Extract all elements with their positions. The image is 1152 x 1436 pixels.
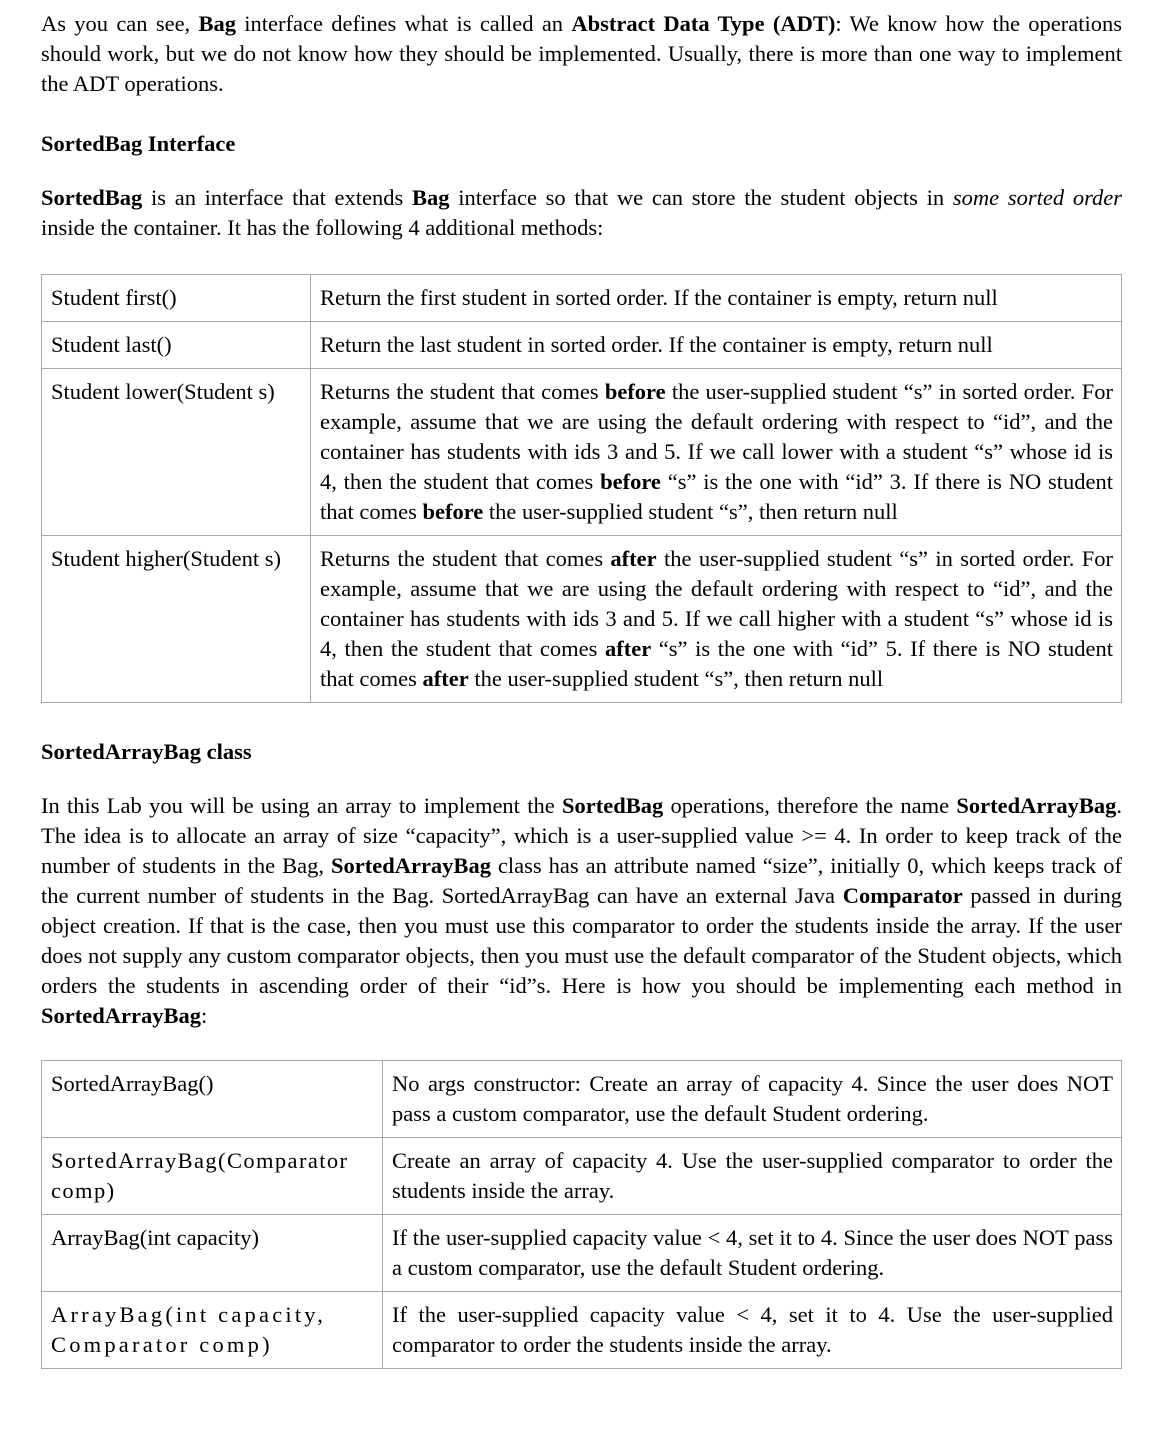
para-text: operations, therefore the name	[663, 793, 957, 818]
intro-text: As you can see,	[41, 11, 199, 36]
table-row	[42, 322, 1122, 369]
para-text: inside the container. It has the following 4 additional methods:	[41, 215, 604, 240]
desc-text: the user-supplied student “s” in sorted order. For example, assume that we are using the default ordering with respect to “id”, and the container has students with ids 3 and 5. If we call higher with a student “s” whose id is 4, then the student that comes	[320, 546, 1113, 661]
para-bold: SortedArrayBag	[41, 1003, 201, 1028]
constructor-signature: ArrayBag(int capacity, Comparator comp)	[42, 1292, 383, 1369]
para-text: . The idea is to allocate an array of size “capacity”, which is a user-supplied value >= 4. In order to keep track of the number of students in the Bag,	[41, 793, 1122, 878]
intro-bold: Bag	[198, 11, 236, 36]
table-row	[42, 536, 1122, 703]
desc-bold: before	[604, 379, 666, 404]
desc-text: Returns the student that comes	[320, 546, 611, 571]
constructor-description: No args constructor: Create an array of capacity 4. Since the user does NOT pass a custom comparator, use the default Student ordering.	[383, 1061, 1122, 1138]
para-text: class has an attribute named “size”, initially 0, which keeps track of the current number of students in the Bag. SortedArrayBag can have an external Java	[41, 853, 1122, 908]
constructor-signature: SortedArrayBag(Comparator comp)	[42, 1138, 383, 1215]
desc-bold: after	[604, 636, 652, 661]
method-signature: Student higher(Student s)	[42, 536, 311, 703]
desc-text: Returns the student that comes	[320, 379, 605, 404]
desc-text: “s” is the one with “id” 5. If there is NO student that comes	[320, 636, 1113, 691]
desc-bold: before	[600, 469, 661, 494]
table-row	[42, 1292, 1122, 1369]
para-text: In this Lab you will be using an array to implement the	[41, 793, 562, 818]
method-description	[311, 536, 1122, 703]
method-description	[311, 369, 1122, 536]
table-row	[42, 1215, 1122, 1292]
constructor-description: If the user-supplied capacity value < 4, set it to 4. Since the user does NOT pass a custom comparator, use the default Student ordering.	[383, 1215, 1122, 1292]
para-bold: Comparator	[842, 883, 963, 908]
sorted-bag-paragraph	[41, 183, 1122, 243]
para-text: :	[200, 1003, 208, 1028]
para-text: is an interface that extends	[142, 185, 413, 210]
method-description: Return the first student in sorted order. If the container is empty, return null	[311, 275, 1122, 322]
constructors-table	[41, 1060, 1122, 1369]
desc-bold: after	[422, 666, 469, 691]
constructor-signature: ArrayBag(int capacity)	[42, 1215, 383, 1292]
para-italic: some sorted order	[952, 185, 1123, 210]
intro-text: : We know how the operations should work, but we do not know how they should be implemented. Usually, there is more than one way to implement the ADT operations.	[41, 11, 1122, 96]
desc-bold: before	[422, 499, 484, 524]
para-bold: SortedBag	[561, 793, 664, 818]
desc-bold: after	[610, 546, 657, 571]
sorted-array-bag-heading: SortedArrayBag class	[41, 739, 252, 764]
para-bold: Bag	[412, 185, 450, 210]
sorted-array-bag-paragraph	[41, 791, 1122, 1031]
table-row	[42, 369, 1122, 536]
intro-bold: Abstract Data Type (ADT)	[571, 11, 836, 36]
para-text: passed in during object creation. If that is the case, then you must use this comparator to order the students inside the array. If the user does not supply any custom comparator objects, then you must use the default comparator of the Student objects, which orders the students in ascending order of their “id”s. Here is how you should be implementing each method in	[41, 883, 1122, 998]
constructor-description: If the user-supplied capacity value < 4, set it to 4. Use the user-supplied comparator to order the students inside the array.	[383, 1292, 1122, 1369]
intro-text: interface defines what is called an	[236, 11, 572, 36]
para-bold: SortedArrayBag	[330, 853, 491, 878]
method-signature: Student last()	[42, 322, 311, 369]
para-bold: SortedArrayBag	[956, 793, 1117, 818]
table-row	[42, 1138, 1122, 1215]
constructor-signature: SortedArrayBag()	[42, 1061, 383, 1138]
methods-table	[41, 274, 1122, 703]
method-signature: Student lower(Student s)	[42, 369, 311, 536]
intro-paragraph	[41, 9, 1122, 99]
desc-text: the user-supplied student “s”, then return null	[483, 499, 898, 524]
sorted-bag-heading: SortedBag Interface	[41, 131, 236, 156]
para-bold: SortedBag	[41, 185, 143, 210]
desc-text: the user-supplied student “s” in sorted order. For example, assume that we are using the default ordering with respect to “id”, and the container has students with ids 3 and 5. If we call lower with a student “s” whose id is 4, then the student that comes	[320, 379, 1113, 494]
desc-text: “s” is the one with “id” 3. If there is NO student that comes	[320, 469, 1113, 524]
para-text: interface so that we can store the student objects in	[449, 185, 953, 210]
table-row	[42, 1061, 1122, 1138]
method-signature: Student first()	[42, 275, 311, 322]
method-description: Return the last student in sorted order. If the container is empty, return null	[311, 322, 1122, 369]
constructor-description: Create an array of capacity 4. Use the user-supplied comparator to order the students inside the array.	[383, 1138, 1122, 1215]
table-row	[42, 275, 1122, 322]
desc-text: the user-supplied student “s”, then return null	[468, 666, 884, 691]
